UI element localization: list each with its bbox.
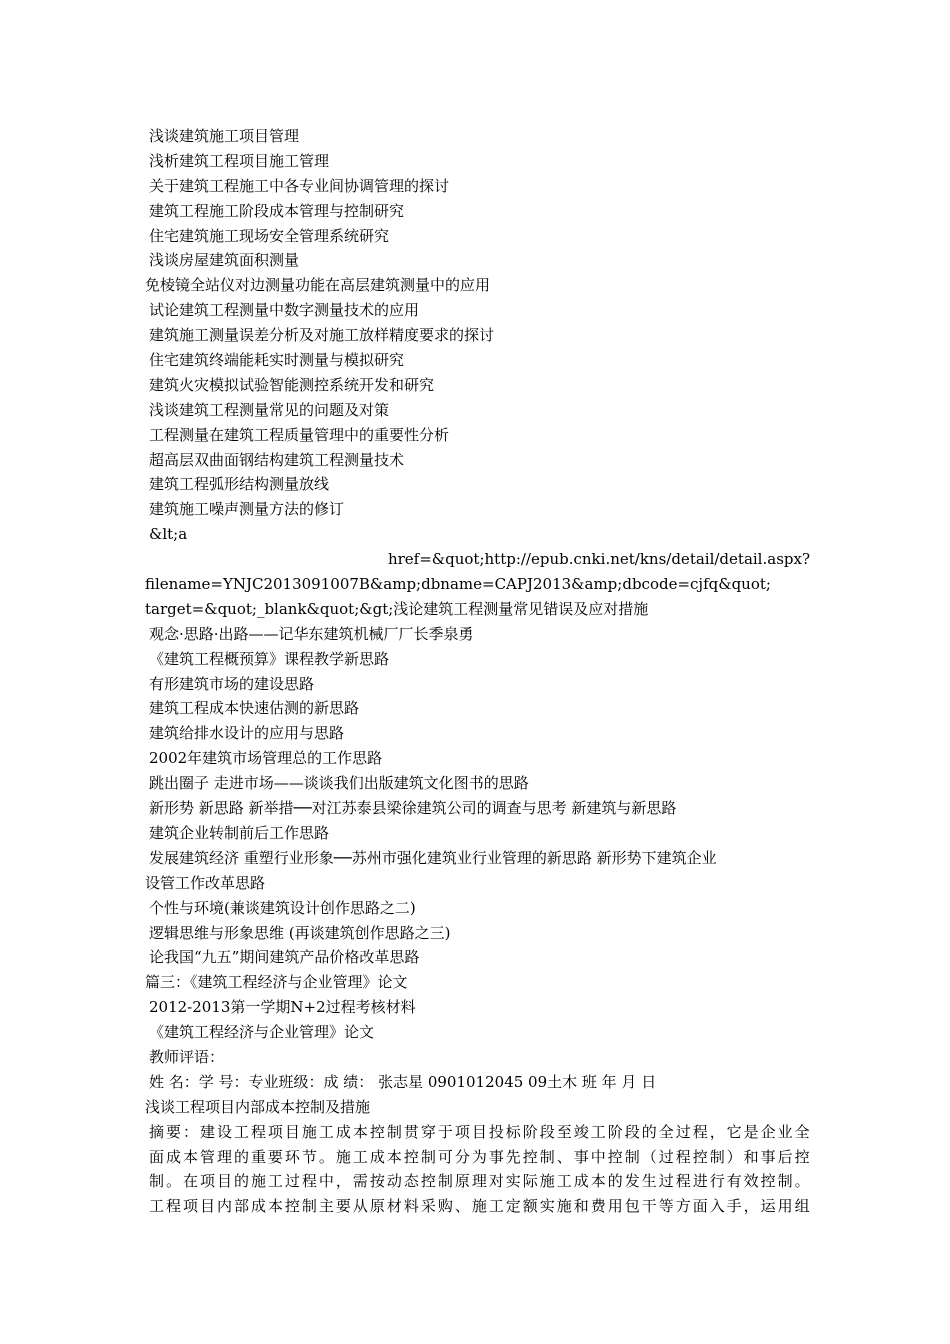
text-line: href=&quot;http://epub.cnki.net/kns/detail/detail.aspx? xyxy=(387,550,810,569)
text-line: 论我国“九五”期间建筑产品价格改革思路 xyxy=(149,948,420,967)
text-line: 2002年建筑市场管理总的工作思路 xyxy=(149,749,383,768)
text-lines xyxy=(145,124,810,1120)
abstract-line: 制。在项目的施工过程中，需按动态控制原理对实际施工成本的发生过程进行有效控制。 xyxy=(149,1172,810,1191)
document-page xyxy=(145,124,810,1219)
text-line: 发展建筑经济 重塑行业形象──苏州市强化建筑业行业管理的新思路 新形势下建筑企业 xyxy=(149,848,717,867)
text-line: 建筑施工测量误差分析及对施工放样精度要求的探讨 xyxy=(149,326,495,345)
text-line: 建筑企业转制前后工作思路 xyxy=(149,823,330,842)
text-line: 建筑给排水设计的应用与思路 xyxy=(149,724,345,743)
abstract-line: 工程项目内部成本控制主要从原材料采购、施工定额实施和费用包干等方面入手，运用组 xyxy=(149,1197,810,1216)
text-line: 逻辑思维与形象思维 (再谈建筑创作思路之三) xyxy=(149,923,451,942)
abstract-paragraph xyxy=(145,1120,810,1220)
text-line: 建筑火灾模拟试验智能测控系统开发和研究 xyxy=(149,375,435,394)
text-line: 建筑施工噪声测量方法的修订 xyxy=(149,500,345,519)
text-line: 浅谈建筑施工项目管理 xyxy=(149,127,300,145)
text-line: 《建筑工程经济与企业管理》论文 xyxy=(149,1023,375,1042)
text-line: 工程测量在建筑工程质量管理中的重要性分析 xyxy=(149,425,450,444)
text-line: 教师评语： xyxy=(149,1047,225,1066)
text-line: 浅谈建筑工程测量常见的问题及对策 xyxy=(149,400,390,419)
text-line: 设管工作改革思路 xyxy=(145,873,266,892)
text-line: 住宅建筑终端能耗实时测量与模拟研究 xyxy=(149,351,405,370)
abstract-line: 面成本管理的重要环节。施工成本控制可分为事先控制、事中控制（过程控制）和事后控 xyxy=(149,1147,810,1166)
text-line: 建筑工程弧形结构测量放线 xyxy=(149,475,330,494)
text-line: 2012-2013第一学期N+2过程考核材料 xyxy=(149,998,416,1017)
text-line: 免棱镜全站仪对边测量功能在高层建筑测量中的应用 xyxy=(145,276,491,295)
text-line: 浅谈工程项目内部成本控制及措施 xyxy=(145,1097,371,1116)
text-line: filename=YNJC2013091007B&amp;dbname=CAPJ2013&amp;dbcode=cjfq&quot; xyxy=(145,575,771,594)
text-line: 住宅建筑施工现场安全管理系统研究 xyxy=(149,226,390,245)
text-line: 浅析建筑工程项目施工管理 xyxy=(149,151,330,170)
text-line: 跳出圈子 走进市场——谈谈我们出版建筑文化图书的思路 xyxy=(149,774,529,793)
text-line: 观念·思路·出路——记华东建筑机械厂厂长季泉勇 xyxy=(149,624,474,643)
text-line: 有形建筑市场的建设思路 xyxy=(149,674,315,693)
text-line: 建筑工程施工阶段成本管理与控制研究 xyxy=(149,201,405,220)
text-line: target=&quot;_blank&quot;&gt;浅论建筑工程测量常见错误及应对措施 xyxy=(145,599,649,618)
text-line: 超高层双曲面钢结构建筑工程测量技术 xyxy=(149,450,405,469)
text-line: 建筑工程成本快速估测的新思路 xyxy=(149,699,360,718)
text-line: 关于建筑工程施工中各专业间协调管理的探讨 xyxy=(149,176,450,195)
text-line: 篇三：《建筑工程经济与企业管理》论文 xyxy=(145,973,408,992)
text-line: &lt;a xyxy=(149,525,188,544)
text-line: 《建筑工程概预算》课程教学新思路 xyxy=(149,649,390,668)
text-line: 新形势 新思路 新举措──对江苏泰县梁徐建筑公司的调查与思考 新建筑与新思路 xyxy=(149,799,677,818)
abstract-line: 摘要：建设工程项目施工成本控制贯穿于项目投标阶段至竣工阶段的全过程，它是企业全 xyxy=(149,1122,810,1141)
text-line: 试论建筑工程测量中数字测量技术的应用 xyxy=(149,301,420,320)
text-line: 浅谈房屋建筑面积测量 xyxy=(149,251,300,270)
text-line: 姓 名：学 号：专业班级：成 绩： 张志星 0901012045 09土木 班 年 月 日 xyxy=(149,1072,657,1091)
text-line: 个性与环境(兼谈建筑设计创作思路之二) xyxy=(149,898,416,917)
